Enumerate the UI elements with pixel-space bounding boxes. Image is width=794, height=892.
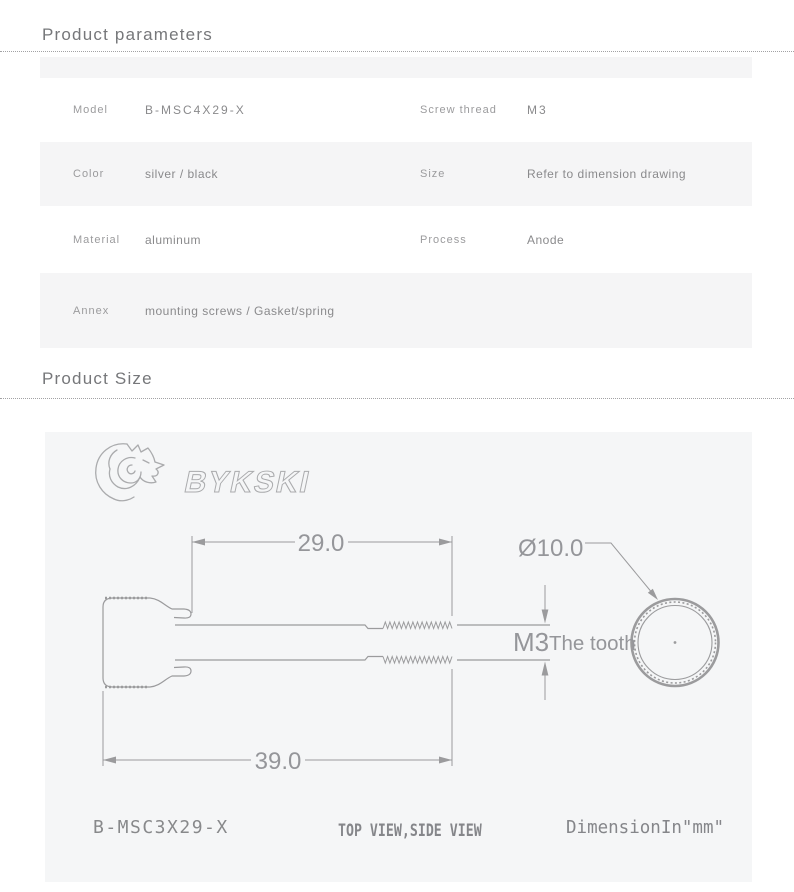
arrow-right-icon xyxy=(439,539,452,546)
drawing-views-caption: TOP VIEW,SIDE VIEW xyxy=(338,821,482,841)
spec-label: Material xyxy=(73,233,121,246)
spec-label: Color xyxy=(73,168,105,180)
table-header-band xyxy=(40,57,752,78)
shaft-top-line xyxy=(175,625,383,629)
dim-text-diameter: Ø10.0 xyxy=(518,535,584,562)
shaft-bottom-line xyxy=(175,657,383,661)
thread-spec-suffix-text: The tooth xyxy=(549,632,636,655)
parameters-section-title: Product parameters xyxy=(42,25,213,44)
diameter-leader xyxy=(585,543,651,592)
side-view-profile xyxy=(103,598,550,687)
drawing-model-caption: B-MSC3X29-X xyxy=(93,817,229,838)
arrow-up-icon xyxy=(542,662,549,676)
thread-top xyxy=(383,622,452,629)
table-row xyxy=(40,78,752,142)
spec-label: Annex xyxy=(73,304,110,317)
thread-bottom xyxy=(383,657,452,664)
table-row xyxy=(40,206,752,273)
spec-value: Anode xyxy=(527,232,565,247)
dimension-labels xyxy=(255,530,636,775)
spec-value: Refer to dimension drawing xyxy=(527,167,687,181)
spec-value: aluminum xyxy=(145,232,202,247)
spec-value: M3 xyxy=(527,103,548,117)
spec-label: Size xyxy=(420,168,446,180)
section-divider xyxy=(0,51,794,52)
arrow-down-icon xyxy=(542,610,549,624)
technical-drawing xyxy=(45,432,752,882)
neck-groove-bottom xyxy=(150,667,191,687)
size-section-title: Product Size xyxy=(42,369,153,388)
spec-label: Screw thread xyxy=(420,104,497,116)
section-divider xyxy=(0,398,794,399)
dimension-drawing-panel xyxy=(45,432,752,882)
spec-label: Model xyxy=(73,104,108,116)
spec-value: silver / black xyxy=(145,167,219,181)
spec-value: mounting screws / Gasket/spring xyxy=(145,303,335,318)
spec-value: B-MSC4X29-X xyxy=(145,103,246,117)
drawing-unit-caption: DimensionIn"mm" xyxy=(566,818,725,838)
head-outline xyxy=(103,598,150,687)
spec-label: Process xyxy=(420,233,467,246)
neck-groove-top xyxy=(150,598,191,618)
arrow-left-icon xyxy=(192,539,205,546)
arrow-diagonal-icon xyxy=(648,589,658,600)
table-row xyxy=(40,273,752,348)
arrow-left-icon xyxy=(103,757,116,764)
table-row xyxy=(40,142,752,206)
dim-text-29: 29.0 xyxy=(297,530,345,557)
brand-text: BYKSKI xyxy=(181,466,314,499)
top-view-circle xyxy=(632,599,719,686)
dim-text-39: 39.0 xyxy=(254,748,302,775)
arrow-right-icon xyxy=(439,757,452,764)
center-mark xyxy=(674,641,677,644)
thread-spec-text: M3 xyxy=(513,627,550,657)
